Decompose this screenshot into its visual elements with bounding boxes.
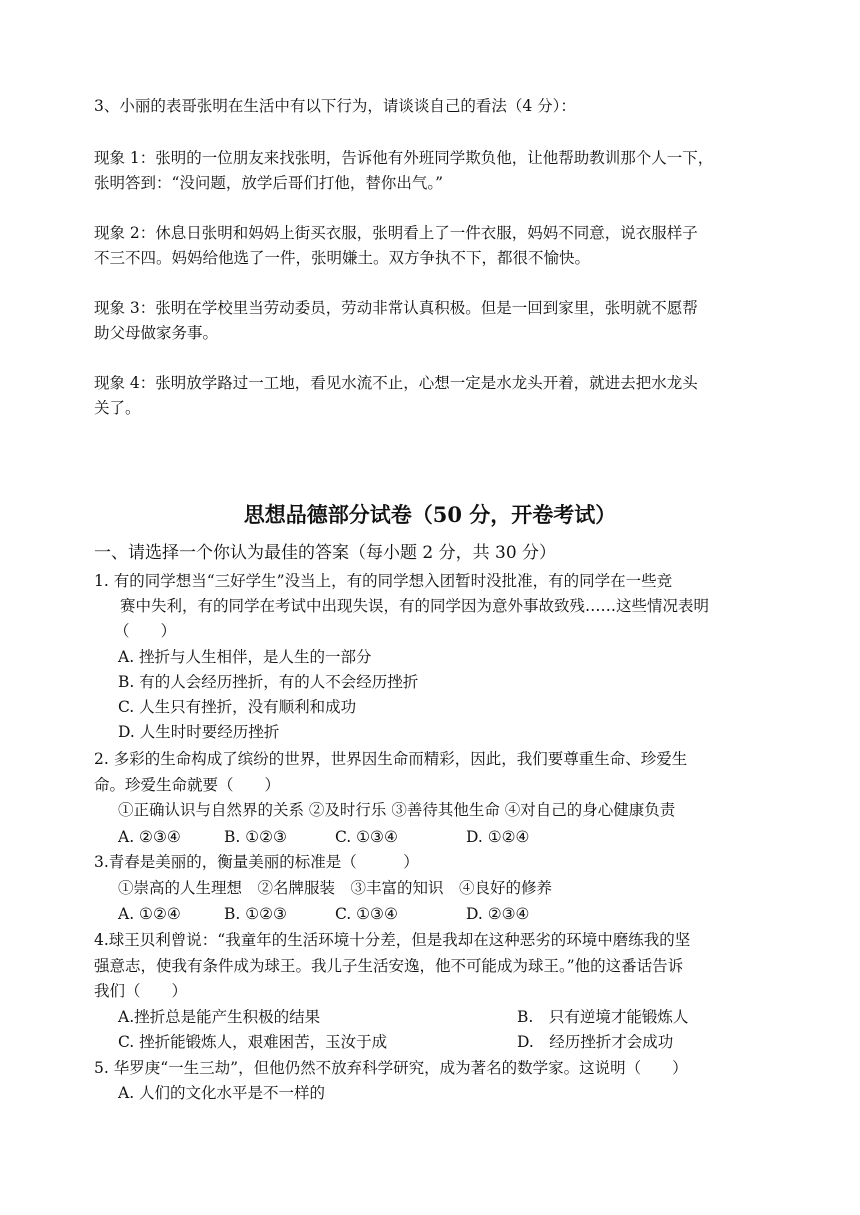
section-1-heading: 一、请选择一个你认为最佳的答案（每小题 2 分，共 30 分） — [94, 543, 557, 563]
phenomenon-3-line-2: 助父母做家务事。 — [94, 324, 219, 342]
q2-stem-line-2: 命。珍爱生命就要（ ） — [94, 776, 281, 794]
phenomenon-1-line-2: 张明答到：“没问题，放学后哥们打他，替你出气。” — [94, 174, 444, 192]
q5-stem: 5. 华罗庚“一生三劫”，但他仍然不放弃科学研究，成为著名的数学家。这说明（ ） — [94, 1059, 688, 1077]
q1-option-d: D. 人生时时要经历挫折 — [118, 723, 280, 741]
phenomenon-4-line-1: 现象 4：张明放学路过一工地，看见水流不止，心想一定是水龙头开着，就进去把水龙头 — [94, 374, 698, 392]
q3-stem: 3.青春是美丽的，衡量美丽的标准是（ ） — [94, 853, 419, 871]
q1-option-b: B. 有的人会经历挫折，有的人不会经历挫折 — [118, 673, 419, 691]
phenomenon-4-line-2: 关了。 — [94, 399, 141, 417]
q3-option-c: C. ①③④ — [335, 905, 398, 923]
phenomenon-1-line-1: 现象 1：张明的一位朋友来找张明，告诉他有外班同学欺负他，让他帮助教训那个人一下， — [94, 149, 714, 167]
question-3-intro: 3、小丽的表哥张明在生活中有以下行为，请谈谈自己的看法（4 分）： — [94, 97, 576, 115]
phenomenon-2-line-2: 不三不四。妈妈给他选了一件，张明嫌土。双方争执不下，都很不愉快。 — [94, 249, 591, 267]
q3-option-b: B. ①②③ — [224, 905, 287, 923]
q2-option-b: B. ①②③ — [224, 828, 287, 846]
q3-option-a: A. ①②④ — [118, 905, 181, 923]
q5-option-a: A. 人们的文化水平是不一样的 — [118, 1084, 326, 1102]
q4-stem-line-2: 强意志，使我有条件成为球王。我儿子生活安逸，他不可能成为球王。”他的这番话告诉 — [94, 957, 684, 975]
q2-option-d: D. ①②④ — [466, 828, 530, 846]
q4-option-a: A.挫折总是能产生积极的结果 — [118, 1008, 321, 1026]
q1-answer-blank: （ ） — [114, 622, 177, 640]
q4-stem-line-1: 4.球王贝利曾说：“我童年的生活环境十分差，但是我却在这种恶劣的环境中磨练我的坚 — [94, 931, 691, 949]
q2-items: ①正确认识与自然界的关系 ②及时行乐 ③善待其他生命 ④对自己的身心健康负责 — [118, 801, 676, 819]
q2-option-c: C. ①③④ — [335, 828, 398, 846]
q1-stem-line-1: 1. 有的同学想当“三好学生”没当上，有的同学想入团暂时没批准，有的同学在一些竞 — [94, 572, 673, 590]
q3-option-d: D. ②③④ — [466, 905, 530, 923]
q4-option-d: D. 经历挫折才会成功 — [517, 1033, 674, 1051]
phenomenon-2-line-1: 现象 2：休息日张明和妈妈上街买衣服，张明看上了一件衣服，妈妈不同意，说衣服样子 — [94, 224, 698, 242]
phenomenon-3-line-1: 现象 3：张明在学校里当劳动委员，劳动非常认真积极。但是一回到家里，张明就不愿帮 — [94, 299, 698, 317]
q3-items: ①崇高的人生理想 ②名牌服装 ③丰富的知识 ④良好的修养 — [118, 879, 553, 897]
q1-option-c: C. 人生只有挫折，没有顺利和成功 — [118, 698, 357, 716]
q1-stem-line-2: 赛中失利，有的同学在考试中出现失误，有的同学因为意外事故致残……这些情况表明 — [120, 597, 710, 615]
q4-stem-line-3: 我们（ ） — [94, 982, 188, 1000]
q4-option-c: C. 挫折能锻炼人，艰难困苦，玉汝于成 — [118, 1033, 388, 1051]
exam-title: 思想品德部分试卷（50 分，开卷考试） — [243, 502, 617, 527]
q2-option-a: A. ②③④ — [118, 828, 181, 846]
q1-option-a: A. 挫折与人生相伴，是人生的一部分 — [118, 648, 372, 666]
q4-option-b: B. 只有逆境才能锻炼人 — [517, 1008, 689, 1026]
q2-stem-line-1: 2. 多彩的生命构成了缤纷的世界，世界因生命而精彩，因此，我们要尊重生命、珍爱生 — [94, 750, 688, 768]
